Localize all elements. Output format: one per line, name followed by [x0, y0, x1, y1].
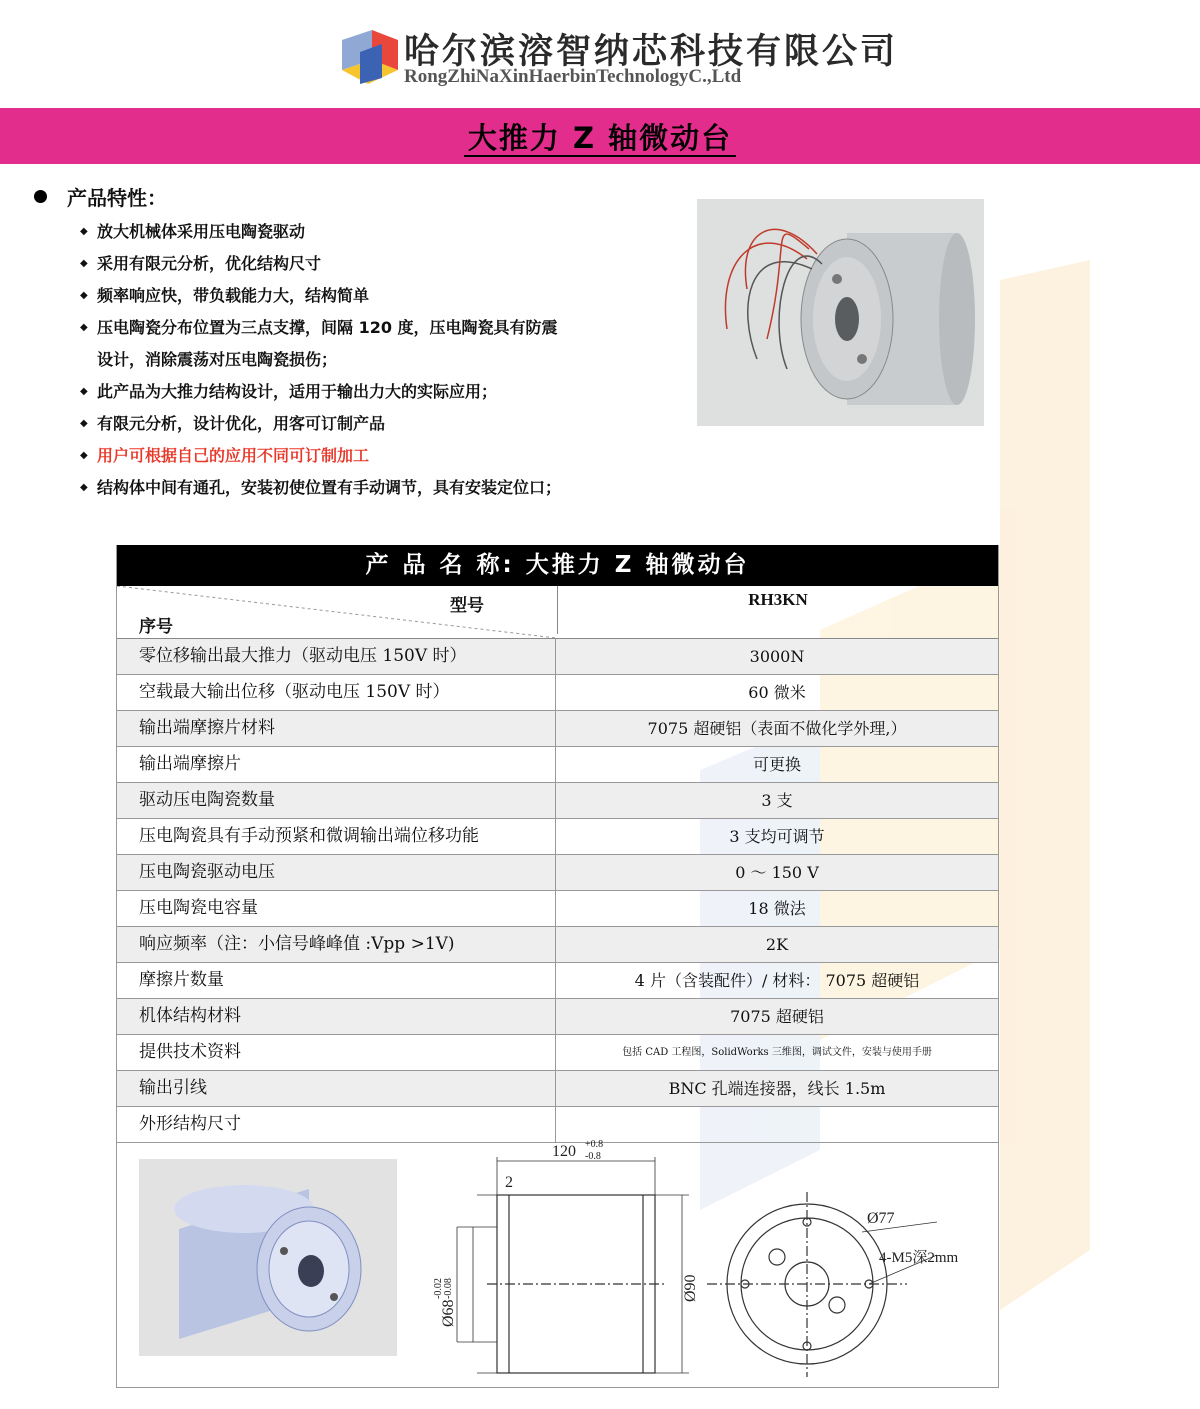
page-title: 大推力 Z 轴微动台 [0, 116, 1200, 157]
header-diagonal-line [117, 586, 556, 638]
row-value: 4 片（含装配件）/ 材料： 7075 超硬铝 [634, 971, 920, 990]
row-value: 18 微法 [748, 899, 806, 918]
row-value: 7075 超硬铝 [730, 1007, 824, 1026]
table-row [117, 963, 998, 999]
row-value: 可更换 [752, 755, 801, 774]
row-key: 外形结构尺寸 [117, 1107, 556, 1142]
feature-item: ◆ 有限元分析，设计优化，用客可订制产品 [80, 408, 640, 440]
table-row [117, 747, 998, 783]
row-key: 提供技术资料 [117, 1035, 556, 1070]
table-row [117, 1035, 998, 1071]
feature-item-continuation: 设计，消除震荡对压电陶瓷损伤； [97, 350, 338, 369]
seq-label: 序号 [139, 617, 173, 637]
product-photo [697, 199, 984, 426]
row-value: BNC 孔端连接器，线长 1.5m [668, 1079, 886, 1098]
feature-item: ◆ 结构体中间有通孔，安装初使位置有手动调节，具有安装定位口； [80, 472, 640, 504]
spec-rows [117, 639, 998, 1143]
title-band [0, 108, 1200, 164]
row-key: 空载最大输出位移（驱动电压 150V 时） [117, 675, 556, 710]
table-row [117, 999, 998, 1035]
row-value: 7075 超硬铝（表面不做化学外理,） [647, 719, 907, 738]
row-value: 3 支均可调节 [729, 827, 825, 846]
dim-flange: 2 [505, 1174, 513, 1191]
feature-item: ◆ 放大机械体采用压电陶瓷驱动 [80, 216, 640, 248]
features-heading: 产品特性： [34, 182, 167, 211]
table-row [117, 819, 998, 855]
bullet-icon [34, 190, 47, 203]
table-row [117, 927, 998, 963]
row-key: 摩擦片数量 [117, 963, 556, 998]
dim-bolt-circle: Ø77 [867, 1210, 895, 1227]
spec-table-header [117, 586, 998, 639]
row-key: 输出端摩擦片材料 [117, 711, 556, 746]
dim-length: 120 [552, 1143, 576, 1160]
company-logo [338, 26, 402, 88]
model-label: 型号 [450, 596, 484, 616]
row-key: 输出端摩擦片 [117, 747, 556, 782]
row-value: 60 微米 [748, 683, 806, 702]
row-key: 零位移输出最大推力（驱动电压 150V 时） [117, 639, 556, 674]
row-value: 包括 CAD 工程图，SolidWorks 三维图，调试文件，安装与使用手册 [622, 1047, 932, 1058]
row-value: 3 支 [761, 791, 793, 810]
row-key: 压电陶瓷具有手动预紧和微调输出端位移功能 [117, 819, 556, 854]
table-row [117, 855, 998, 891]
table-row [117, 675, 998, 711]
row-key: 输出引线 [117, 1071, 556, 1106]
dim-diameter: Ø90 [682, 1274, 699, 1302]
spec-table [116, 545, 999, 1143]
technical-drawing [417, 1137, 997, 1387]
feature-item: ◆ 压电陶瓷分布位置为三点支撑，间隔 120 度，压电陶瓷具有防震 [80, 312, 640, 344]
model-value: RH3KN [557, 586, 998, 634]
dim-bore-tol-lower: -0.08 [443, 1278, 454, 1299]
feature-item: ◆ 采用有限元分析，优化结构尺寸 [80, 248, 640, 280]
dim-holes: 4-M5深2mm [879, 1250, 959, 1266]
feature-item: ◆ 此产品为大推力结构设计，适用于输出力大的实际应用； [80, 376, 640, 408]
dimension-drawing-area [116, 1137, 999, 1388]
feature-item-highlight: ◆ 用户可根据自己的应用不同可订制加工 [80, 440, 640, 472]
dim-bore: Ø68 [440, 1299, 457, 1327]
product-3d-render [139, 1159, 397, 1356]
row-value: 2K [765, 935, 789, 954]
dim-length-tol-upper: +0.8 [585, 1139, 604, 1150]
row-key: 压电陶瓷驱动电压 [117, 855, 556, 890]
row-value: 0 ～ 150 V [735, 863, 819, 882]
dim-bore-tol-upper: -0.02 [433, 1278, 444, 1299]
features-list [80, 216, 640, 504]
table-row [117, 783, 998, 819]
table-row [117, 711, 998, 747]
table-row [117, 891, 998, 927]
row-key: 压电陶瓷电容量 [117, 891, 556, 926]
row-key: 响应频率（注：小信号峰峰值 :Vpp >1V) [117, 927, 556, 962]
company-name-en: RongZhiNaXinHaerbinTechnologyC.,Ltd [404, 66, 742, 87]
page-header [0, 0, 1200, 105]
company-name-cn: 哈尔滨溶智纳芯科技有限公司 [404, 31, 899, 72]
row-value: 3000N [749, 647, 805, 666]
spec-table-title: 产 品 名 称: 大推力 Z 轴微动台 [117, 545, 998, 586]
feature-item: ◆ 频率响应快，带负载能力大，结构简单 [80, 280, 640, 312]
dim-length-tol-lower: -0.8 [585, 1151, 601, 1162]
table-row [117, 1071, 998, 1107]
row-key: 机体结构材料 [117, 999, 556, 1034]
row-key: 驱动压电陶瓷数量 [117, 783, 556, 818]
table-row [117, 639, 998, 675]
